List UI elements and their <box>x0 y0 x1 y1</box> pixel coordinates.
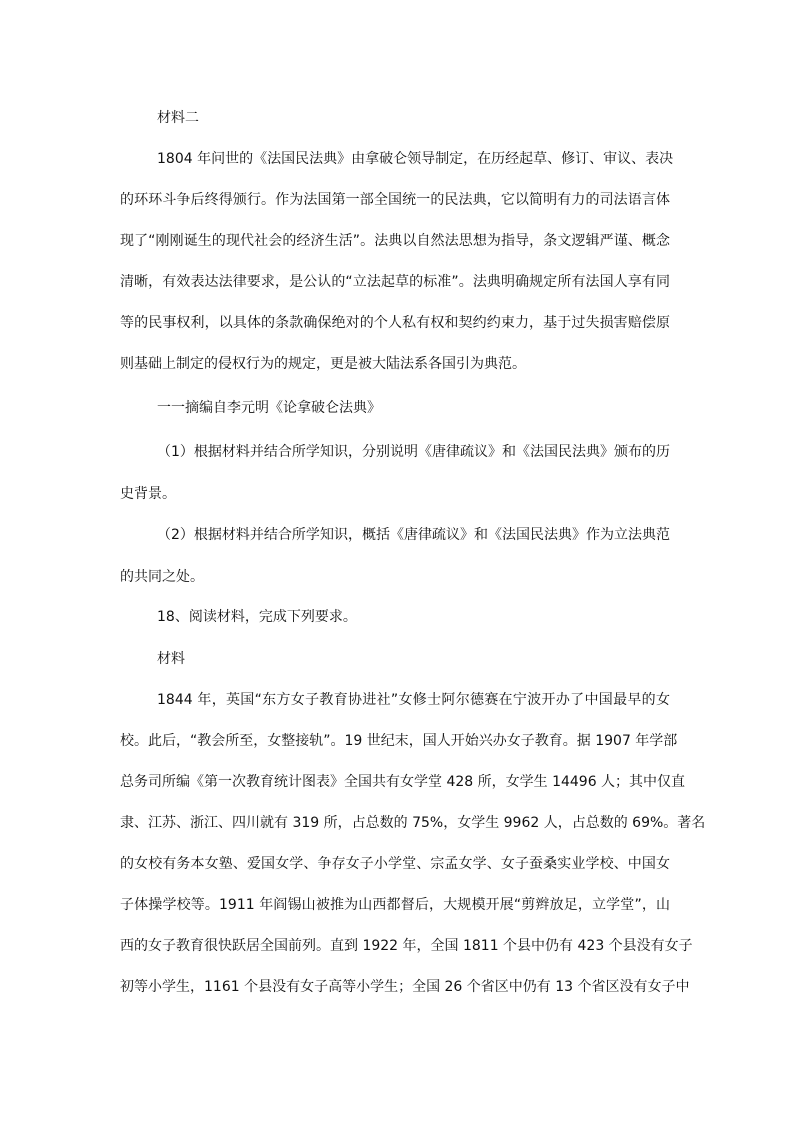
paragraph-line: 现了“刚刚诞生的现代社会的经济生活”。法典以自然法思想为指导，条文逻辑严谨、概念 <box>120 233 670 249</box>
paragraph-line: 校。此后，“教会所至，女整接轨”。19 世纪末，国人开始兴办女子教育。据 1907 年学部 <box>120 733 678 749</box>
paragraph-line: 子体操学校等。1911 年阎锡山被推为山西都督后，大规模开展“剪辫放足，立学堂”，山 <box>120 897 670 913</box>
question-1-line: （1）根据材料并结合所学知识，分别说明《唐律疏议》和《法国民法典》颁布的历 <box>157 444 670 460</box>
material2-heading: 材料二 <box>157 110 199 126</box>
question-1-line: 史背景。 <box>120 486 176 502</box>
question-2-line: 的共同之处。 <box>120 569 204 585</box>
question-18-prompt: 18、阅读材料，完成下列要求。 <box>157 609 357 625</box>
source-citation: 一一摘编自李元明《论拿破仑法典》 <box>157 400 381 416</box>
paragraph-line: 西的女子教育很快跃居全国前列。直到 1922 年，全国 1811 个县中仍有 423 个县没有女子 <box>120 938 693 954</box>
paragraph-line: 总务司所编《第一次教育统计图表》全国共有女学堂 428 所，女学生 14496 人；其中仅直 <box>120 774 686 790</box>
paragraph-line: 1804 年问世的《法国民法典》由拿破仑领导制定，在历经起草、修订、审议、表决 <box>157 151 674 167</box>
paragraph-line: 等的民事权利，以具体的条款确保绝对的个人私有权和契约约束力，基于过失损害赔偿原 <box>120 315 670 331</box>
question-2-line: （2）根据材料并结合所学知识，概括《唐律疏议》和《法国民法典》作为立法典范 <box>157 527 670 543</box>
paragraph-line: 的环环斗争后终得颁行。作为法国第一部全国统一的民法典，它以简明有力的司法语言体 <box>120 192 670 208</box>
paragraph-line: 的女校有务本女塾、爱国女学、争存女子小学堂、宗孟女学、女子蚕桑实业学校、中国女 <box>120 856 670 872</box>
q18-material-heading: 材料 <box>157 651 185 667</box>
paragraph-line: 初等小学生，1161 个县没有女子高等小学生；全国 26 个省区中仍有 13 个省区没有女子中 <box>120 979 690 995</box>
paragraph-line: 1844 年，英国“东方女子教育协进社”女修士阿尔德赛在宁波开办了中国最早的女 <box>157 692 670 708</box>
paragraph-line: 清晰，有效表达法律要求，是公认的“立法起草的标准”。法典明确规定所有法国人享有同 <box>120 274 670 290</box>
paragraph-line: 则基础上制定的侵权行为的规定，更是被大陆法系各国引为典范。 <box>120 356 526 372</box>
paragraph-line: 隶、江苏、浙江、四川就有 319 所，占总数的 75%，女学生 9962 人，占总数的 69%。著名 <box>120 815 706 831</box>
